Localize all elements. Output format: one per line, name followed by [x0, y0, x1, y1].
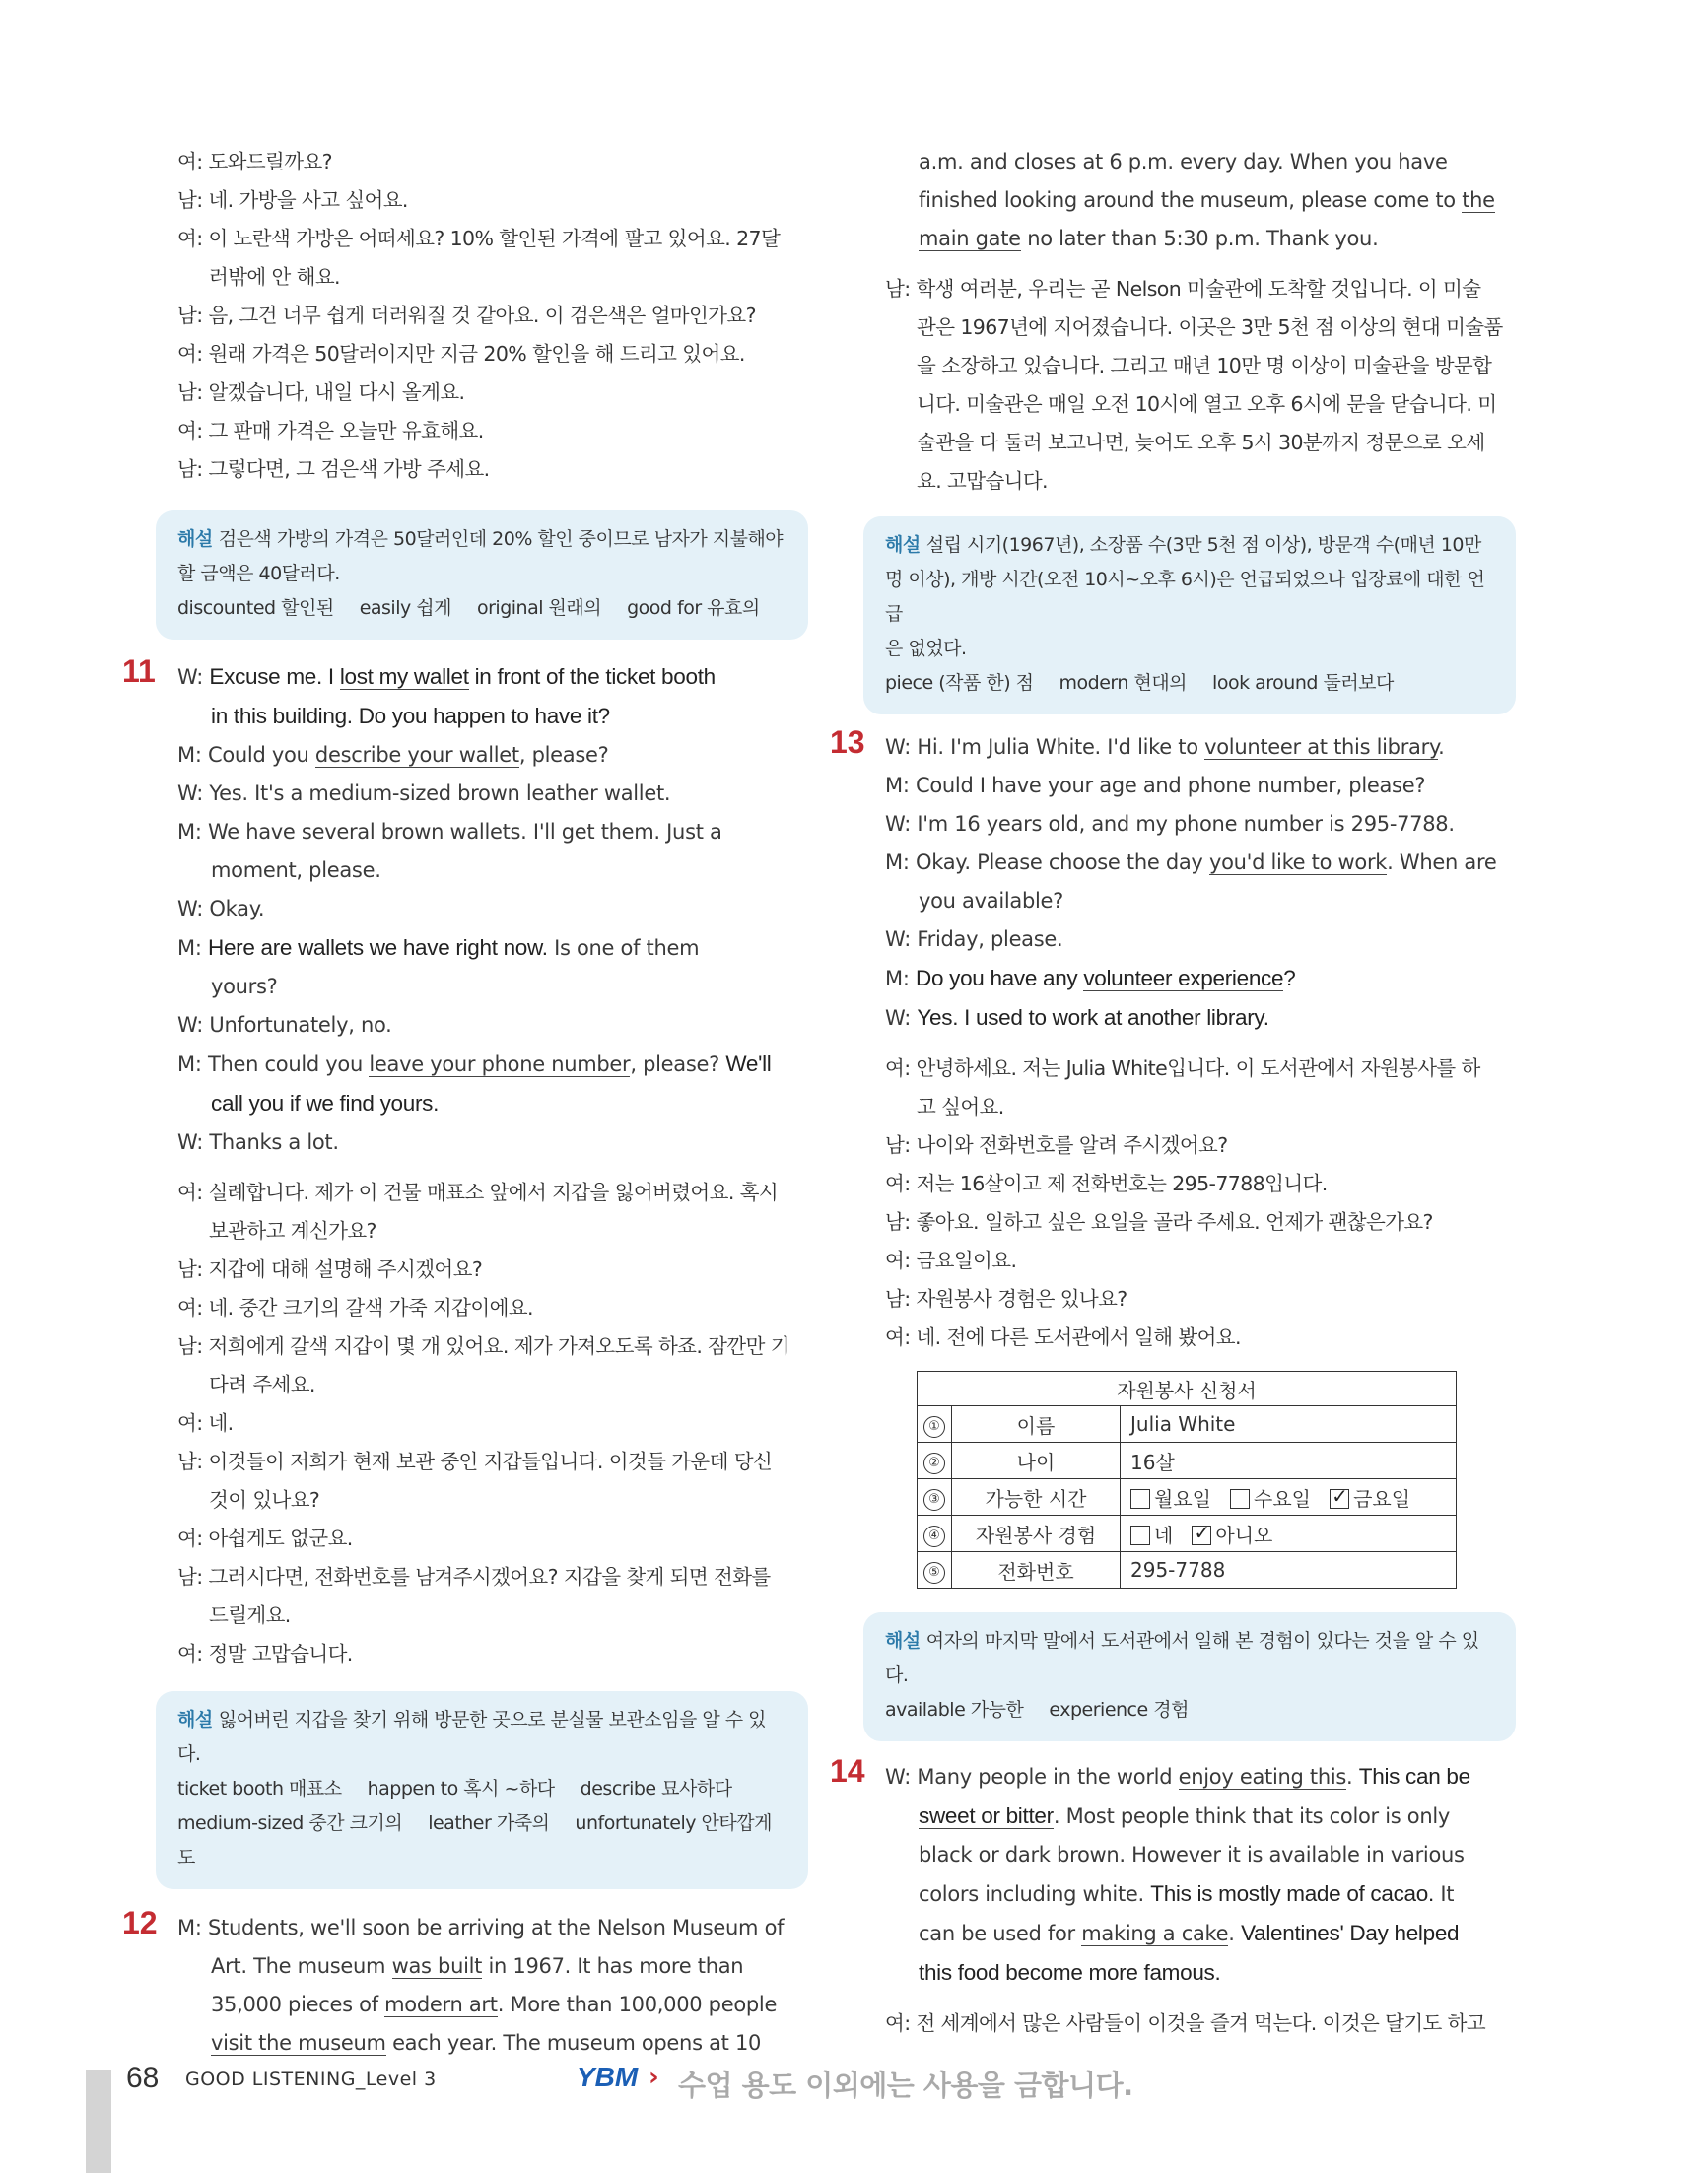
q14-dialogue — [830, 1753, 1516, 1993]
vocab-item: happen to 혹시 ~하다 — [367, 1778, 555, 1800]
dialogue-line: sweet or bitter. Most people think that its color is only — [919, 1803, 1451, 1828]
dialogue-line: you available? — [919, 889, 1063, 913]
kr-line: 요. 고맙습니다. — [917, 469, 1048, 493]
dialogue-line: a.m. and closes at 6 p.m. every day. When you have — [919, 150, 1448, 173]
q12-dialogue — [122, 1905, 808, 2063]
q12-korean-translation — [885, 270, 1516, 501]
checkbox-yes[interactable] — [1130, 1526, 1150, 1545]
kr-line: 을 소장하고 있습니다. 그리고 매년 10만 명 이상이 미술관을 방문합 — [917, 354, 1492, 377]
dialogue-line: W: I'm 16 years old, and my phone number is 295-7788. — [885, 812, 1455, 836]
form-title: 자원봉사 신청서 — [918, 1372, 1457, 1406]
publisher-logo: YBM — [577, 2062, 639, 2092]
kr-line: 고 싶어요. — [917, 1095, 1004, 1119]
explanation-label: 해설 — [177, 1709, 213, 1731]
vocab-item: easily 쉽게 — [359, 597, 451, 619]
table-row: ⑤ 전화번호 295-7788 — [918, 1552, 1457, 1589]
kr-line: 여: 전 세계에서 많은 사람들이 이것을 즐겨 먹는다. 이것은 달기도 하고 — [885, 2011, 1486, 2035]
vocab-item: medium-sized 중간 크기의 — [177, 1812, 403, 1834]
kr-line: 술관을 다 둘러 보고나면, 늦어도 오후 5시 30분까지 정문으로 오세 — [917, 431, 1485, 454]
q14-korean-translation — [885, 2004, 1516, 2043]
footer-side-bar — [86, 2070, 111, 2173]
dialogue-line: W: Thanks a lot. — [177, 1130, 339, 1154]
kr-line: 여: 실례합니다. 제가 이 건물 매표소 앞에서 지갑을 잃어버렸어요. 혹시 — [177, 1181, 779, 1204]
kr-line: 남: 나이와 전화번호를 알려 주시겠어요? — [885, 1133, 1228, 1157]
explanation-text: 은 없었다. — [885, 638, 967, 659]
vocab-item: ticket booth 매표소 — [177, 1778, 342, 1800]
dialogue-line: M: Then could you leave your phone number, please? We'll — [177, 1052, 772, 1076]
dialogue-line: colors including white. This is mostly made of cacao. It — [919, 1881, 1455, 1906]
book-title: GOOD LISTENING_Level 3 — [185, 2069, 437, 2090]
dialogue-line: call you if we find yours. — [211, 1091, 440, 1116]
kr-line: 여: 이 노란색 가방은 어떠세요? 10% 할인된 가격에 팔고 있어요. 27달 — [177, 227, 781, 250]
vocab-item: look around 둘러보다 — [1212, 672, 1394, 694]
kr-line: 여: 금요일이요. — [885, 1249, 1017, 1272]
volunteer-application-form — [917, 1371, 1457, 1589]
dialogue-line: M: Students, we'll soon be arriving at the Nelson Museum of — [177, 1916, 785, 1939]
kr-line: 남: 자원봉사 경험은 있나요? — [885, 1287, 1127, 1311]
kr-line: 남: 이것들이 저희가 현재 보관 중인 지갑들입니다. 이것들 가운데 당신 — [177, 1450, 773, 1473]
dialogue-line: in this building. Do you happen to have it? — [211, 704, 610, 728]
kr-line: 남: 그러시다면, 전화번호를 남겨주시겠어요? 지갑을 찾게 되면 전화를 — [177, 1565, 771, 1589]
kr-line: 남: 지갑에 대해 설명해 주시겠어요? — [177, 1257, 483, 1281]
kr-line: 남: 알겠습니다, 내일 다시 올게요. — [177, 380, 465, 404]
checkbox-no-checked[interactable] — [1192, 1526, 1211, 1545]
dialogue-line: M: Could you describe your wallet, please? — [177, 743, 609, 767]
question-number: 13 — [830, 724, 865, 760]
checkbox-monday[interactable] — [1130, 1489, 1150, 1509]
vocab-list — [177, 1772, 786, 1806]
dialogue-line: main gate no later than 5:30 p.m. Thank you. — [919, 227, 1379, 250]
dialogue-line: W: Friday, please. — [885, 927, 1063, 951]
q13-dialogue — [830, 724, 1516, 1038]
kr-line: 드릴게요. — [209, 1603, 291, 1627]
kr-line: 관은 1967년에 지어졌습니다. 이곳은 3만 5천 점 이상의 현대 미술품 — [917, 315, 1503, 339]
dialogue-line: M: Okay. Please choose the day you'd like to work. When are — [885, 850, 1497, 874]
left-column — [122, 143, 808, 2063]
dialogue-line: M: Do you have any volunteer experience? — [885, 966, 1296, 990]
table-row: ③ 가능한 시간 월요일 수요일 ✓ 금요일 — [918, 1479, 1457, 1516]
dialogue-line: can be used for making a cake. Valentines' Day helped — [919, 1921, 1460, 1945]
vocab-list — [885, 666, 1494, 701]
dialogue-line: black or dark brown. However it is available in various — [919, 1843, 1465, 1867]
kr-line: 보관하고 계신가요? — [209, 1219, 376, 1243]
explanation-label: 해설 — [885, 1630, 921, 1652]
vocab-item: modern 현대의 — [1059, 672, 1188, 694]
vocab-list — [177, 591, 786, 626]
vocab-item: original 원래의 — [476, 597, 602, 619]
kr-line: 여: 네. 전에 다른 도서관에서 일해 봤어요. — [885, 1325, 1241, 1349]
kr-line: 여: 아쉽게도 없군요. — [177, 1527, 353, 1550]
vocab-item: unfortunately 안타깝게도 — [177, 1812, 772, 1868]
usage-notice: 수업 용도 이외에는 사용을 금합니다. — [678, 2069, 1133, 2102]
q11-explanation-box — [156, 1691, 808, 1889]
page-number: 68 — [126, 2062, 160, 2094]
dialogue-line: W: Okay. — [177, 897, 265, 920]
q10-explanation-box — [156, 510, 808, 640]
dialogue-line: finished looking around the museum, please come to the — [919, 188, 1495, 212]
table-row: ④ 자원봉사 경험 네 ✓ 아니오 — [918, 1516, 1457, 1552]
kr-line: 남: 저희에게 갈색 지갑이 몇 개 있어요. 제가 가져오도록 하죠. 잠깐만 기 — [177, 1334, 789, 1358]
dialogue-line: visit the museum each year. The museum opens at 10 — [211, 2031, 762, 2055]
dialogue-line: W: Hi. I'm Julia White. I'd like to volunteer at this library. — [885, 735, 1445, 759]
vocab-item: good for 유효의 — [627, 597, 760, 619]
question-number: 12 — [122, 1905, 158, 1940]
vocab-item: available 가능한 — [885, 1699, 1024, 1721]
kr-line: 것이 있나요? — [209, 1488, 320, 1512]
table-row: ② 나이 16살 — [918, 1443, 1457, 1479]
kr-line: 다려 주세요. — [209, 1373, 315, 1396]
checkbox-wednesday[interactable] — [1230, 1489, 1250, 1509]
explanation-text: 여자의 마지막 말에서 도서관에서 일해 본 경험이 있다는 것을 알 수 있다. — [885, 1630, 1479, 1686]
q11-dialogue — [122, 653, 808, 1162]
dialogue-line: W: Many people in the world enjoy eating this. This can be — [885, 1764, 1470, 1789]
dialogue-line: W: Excuse me. I lost my wallet in front of the ticket booth — [177, 664, 716, 689]
kr-line: 남: 네. 가방을 사고 싶어요. — [177, 188, 408, 212]
dialogue-line: M: Here are wallets we have right now. Is one of them — [177, 935, 700, 960]
kr-line: 남: 좋아요. 일하고 싶은 요일을 골라 주세요. 언제가 괜찮은가요? — [885, 1210, 1433, 1234]
vocab-item: discounted 할인된 — [177, 597, 334, 619]
kr-line: 여: 원래 가격은 50달러이지만 지금 20% 할인을 해 드리고 있어요. — [177, 342, 745, 366]
table-row: ① 이름 Julia White — [918, 1406, 1457, 1443]
dialogue-line: W: Yes. I used to work at another library. — [885, 1005, 1269, 1030]
explanation-text: 설립 시기(1967년), 소장품 수(3만 5천 점 이상), 방문객 수(매년 10만 — [925, 534, 1481, 556]
dialogue-line: this food become more famous. — [919, 1960, 1221, 1985]
explanation-label: 해설 — [177, 528, 213, 550]
kr-line: 여: 그 판매 가격은 오늘만 유효해요. — [177, 419, 484, 442]
q13-korean-translation — [885, 1050, 1516, 1357]
explanation-text: 검은색 가방의 가격은 50달러인데 20% 할인 중이므로 남자가 지불해야 — [218, 528, 784, 550]
dialogue-line: M: We have several brown wallets. I'll get them. Just a — [177, 820, 722, 844]
explanation-label: 해설 — [885, 534, 921, 556]
explanation-text: 할 금액은 40달러다. — [177, 563, 340, 584]
kr-line: 여: 네. 중간 크기의 갈색 가죽 지갑이에요. — [177, 1296, 533, 1320]
dialogue-line: moment, please. — [211, 858, 381, 882]
explanation-text: 명 이상), 개방 시간(오전 10시~오후 6시)은 언급되었으나 입장료에 대한 언급 — [885, 569, 1485, 625]
kr-line: 여: 안녕하세요. 저는 Julia White입니다. 이 도서관에서 자원봉사를 하 — [885, 1056, 1480, 1080]
dialogue-line: M: Could I have your age and phone number, please? — [885, 774, 1426, 797]
kr-line: 여: 네. — [177, 1411, 234, 1435]
checkbox-friday-checked[interactable] — [1330, 1489, 1349, 1509]
right-column — [830, 143, 1516, 2043]
vocab-item: piece (작품 한) 점 — [885, 672, 1034, 694]
question-number: 11 — [122, 653, 156, 689]
q10-korean-translation — [177, 143, 808, 489]
question-number: 14 — [830, 1753, 865, 1789]
kr-line: 남: 학생 여러분, 우리는 곧 Nelson 미술관에 도착할 것입니다. 이 미술 — [885, 277, 1481, 301]
kr-line: 러밖에 안 해요. — [209, 265, 340, 289]
q12-dialogue-continued — [885, 143, 1516, 258]
q11-korean-translation — [177, 1174, 808, 1673]
dialogue-line: W: Yes. It's a medium-sized brown leather wallet. — [177, 781, 671, 805]
kr-line: 여: 저는 16살이고 제 전화번호는 295-7788입니다. — [885, 1172, 1328, 1195]
explanation-text: 잃어버린 지갑을 찾기 위해 방문한 곳으로 분실물 보관소임을 알 수 있다. — [177, 1709, 767, 1765]
vocab-list — [177, 1806, 786, 1875]
kr-line: 남: 음, 그건 너무 쉽게 더러워질 것 같아요. 이 검은색은 얼마인가요? — [177, 304, 756, 327]
kr-line: 여: 정말 고맙습니다. — [177, 1642, 353, 1665]
vocab-list — [885, 1693, 1494, 1728]
vocab-item: leather 가죽의 — [428, 1812, 550, 1834]
vocab-item: describe 묘사하다 — [580, 1778, 732, 1800]
chevron-right-icon: › — [649, 2063, 659, 2092]
kr-line: 남: 그렇다면, 그 검은색 가방 주세요. — [177, 457, 490, 481]
q12-explanation-box — [863, 516, 1516, 714]
dialogue-line: yours? — [211, 975, 278, 998]
dialogue-line: Art. The museum was built in 1967. It has more than — [211, 1954, 744, 1978]
dialogue-line: W: Unfortunately, no. — [177, 1013, 392, 1037]
kr-line: 니다. 미술관은 매일 오전 10시에 열고 오후 6시에 문을 닫습니다. 미 — [917, 392, 1497, 416]
q13-explanation-box — [863, 1612, 1516, 1741]
kr-line: 여: 도와드릴까요? — [177, 150, 332, 173]
vocab-item: experience 경험 — [1049, 1699, 1189, 1721]
dialogue-line: 35,000 pieces of modern art. More than 100,000 people — [211, 1993, 778, 2016]
